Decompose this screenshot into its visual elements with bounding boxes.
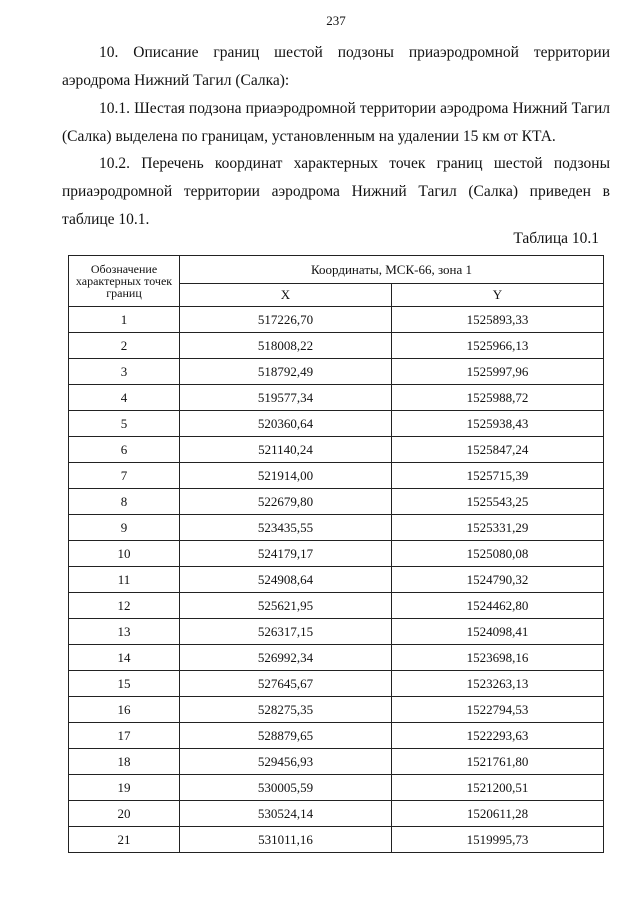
paragraph-10-1-text: 10.1. Шестая подзона приаэродромной территории аэродрома Нижний Тагил (Салка) выделена по границам, установленным на удалении 15 км от КТА. [62, 100, 610, 145]
cell-x: 518008,22 [180, 333, 392, 359]
cell-point-number: 2 [69, 333, 180, 359]
table-row [69, 619, 604, 645]
table-row [69, 489, 604, 515]
cell-y: 1520611,28 [392, 801, 604, 827]
cell-point-number: 10 [69, 541, 180, 567]
table-row [69, 567, 604, 593]
cell-point-number: 9 [69, 515, 180, 541]
cell-y: 1524790,32 [392, 567, 604, 593]
cell-point-number: 17 [69, 723, 180, 749]
cell-point-number: 1 [69, 307, 180, 333]
table-row [69, 541, 604, 567]
cell-x: 531011,16 [180, 827, 392, 853]
cell-x: 530005,59 [180, 775, 392, 801]
paragraph-10-text: 10. Описание границ шестой подзоны приаэродромной территории аэродрома Нижний Тагил (Салка): [62, 44, 610, 89]
cell-x: 528275,35 [180, 697, 392, 723]
cell-x: 525621,95 [180, 593, 392, 619]
cell-y: 1525893,33 [392, 307, 604, 333]
table-row [69, 437, 604, 463]
coordinates-table [68, 255, 604, 853]
cell-point-number: 7 [69, 463, 180, 489]
table-row [69, 307, 604, 333]
table-row [69, 333, 604, 359]
cell-point-number: 5 [69, 411, 180, 437]
cell-y: 1525331,29 [392, 515, 604, 541]
cell-point-number: 12 [69, 593, 180, 619]
header-point-code: Обозначение характерных точек границ [69, 256, 180, 307]
cell-point-number: 6 [69, 437, 180, 463]
cell-x: 518792,49 [180, 359, 392, 385]
cell-x: 520360,64 [180, 411, 392, 437]
cell-x: 517226,70 [180, 307, 392, 333]
cell-x: 530524,14 [180, 801, 392, 827]
cell-y: 1521200,51 [392, 775, 604, 801]
cell-x: 519577,34 [180, 385, 392, 411]
cell-point-number: 13 [69, 619, 180, 645]
header-y: Y [392, 284, 604, 307]
cell-point-number: 21 [69, 827, 180, 853]
cell-point-number: 8 [69, 489, 180, 515]
cell-y: 1523698,16 [392, 645, 604, 671]
table-body [69, 307, 604, 853]
cell-x: 522679,80 [180, 489, 392, 515]
cell-point-number: 16 [69, 697, 180, 723]
table-row [69, 827, 604, 853]
header-coordinates: Координаты, МСК-66, зона 1 [180, 256, 604, 284]
cell-point-number: 15 [69, 671, 180, 697]
cell-point-number: 3 [69, 359, 180, 385]
table-row [69, 385, 604, 411]
paragraph-10-2-text: 10.2. Перечень координат характерных точек границ шестой подзоны приаэродромной территории аэродрома Нижний Тагил (Салка) приведен в таблице 10.1. [62, 155, 610, 228]
cell-y: 1525938,43 [392, 411, 604, 437]
cell-x: 528879,65 [180, 723, 392, 749]
page-number: 237 [326, 13, 346, 28]
table-label: Таблица 10.1 [513, 230, 599, 247]
cell-x: 523435,55 [180, 515, 392, 541]
table-row [69, 359, 604, 385]
cell-y: 1525715,39 [392, 463, 604, 489]
cell-x: 521140,24 [180, 437, 392, 463]
paragraph-10-1 [62, 95, 610, 151]
cell-x: 524908,64 [180, 567, 392, 593]
paragraph-10-2 [62, 150, 610, 234]
cell-point-number: 18 [69, 749, 180, 775]
cell-x: 527645,67 [180, 671, 392, 697]
cell-point-number: 4 [69, 385, 180, 411]
cell-x: 524179,17 [180, 541, 392, 567]
cell-y: 1522293,63 [392, 723, 604, 749]
cell-x: 529456,93 [180, 749, 392, 775]
cell-y: 1521761,80 [392, 749, 604, 775]
table-row [69, 671, 604, 697]
cell-x: 521914,00 [180, 463, 392, 489]
table-row [69, 723, 604, 749]
cell-y: 1524098,41 [392, 619, 604, 645]
table-row [69, 697, 604, 723]
cell-x: 526317,15 [180, 619, 392, 645]
cell-x: 526992,34 [180, 645, 392, 671]
table-row [69, 593, 604, 619]
cell-y: 1523263,13 [392, 671, 604, 697]
cell-y: 1525997,96 [392, 359, 604, 385]
cell-y: 1525080,08 [392, 541, 604, 567]
table-row [69, 515, 604, 541]
cell-y: 1519995,73 [392, 827, 604, 853]
table-row [69, 463, 604, 489]
cell-y: 1525847,24 [392, 437, 604, 463]
cell-y: 1525988,72 [392, 385, 604, 411]
table-row [69, 411, 604, 437]
table-row [69, 645, 604, 671]
cell-y: 1524462,80 [392, 593, 604, 619]
cell-y: 1525966,13 [392, 333, 604, 359]
cell-point-number: 20 [69, 801, 180, 827]
cell-y: 1525543,25 [392, 489, 604, 515]
cell-point-number: 11 [69, 567, 180, 593]
table-row [69, 775, 604, 801]
cell-y: 1522794,53 [392, 697, 604, 723]
table-row [69, 749, 604, 775]
paragraph-10 [62, 39, 610, 95]
header-x: X [180, 284, 392, 307]
cell-point-number: 14 [69, 645, 180, 671]
cell-point-number: 19 [69, 775, 180, 801]
table-row [69, 801, 604, 827]
